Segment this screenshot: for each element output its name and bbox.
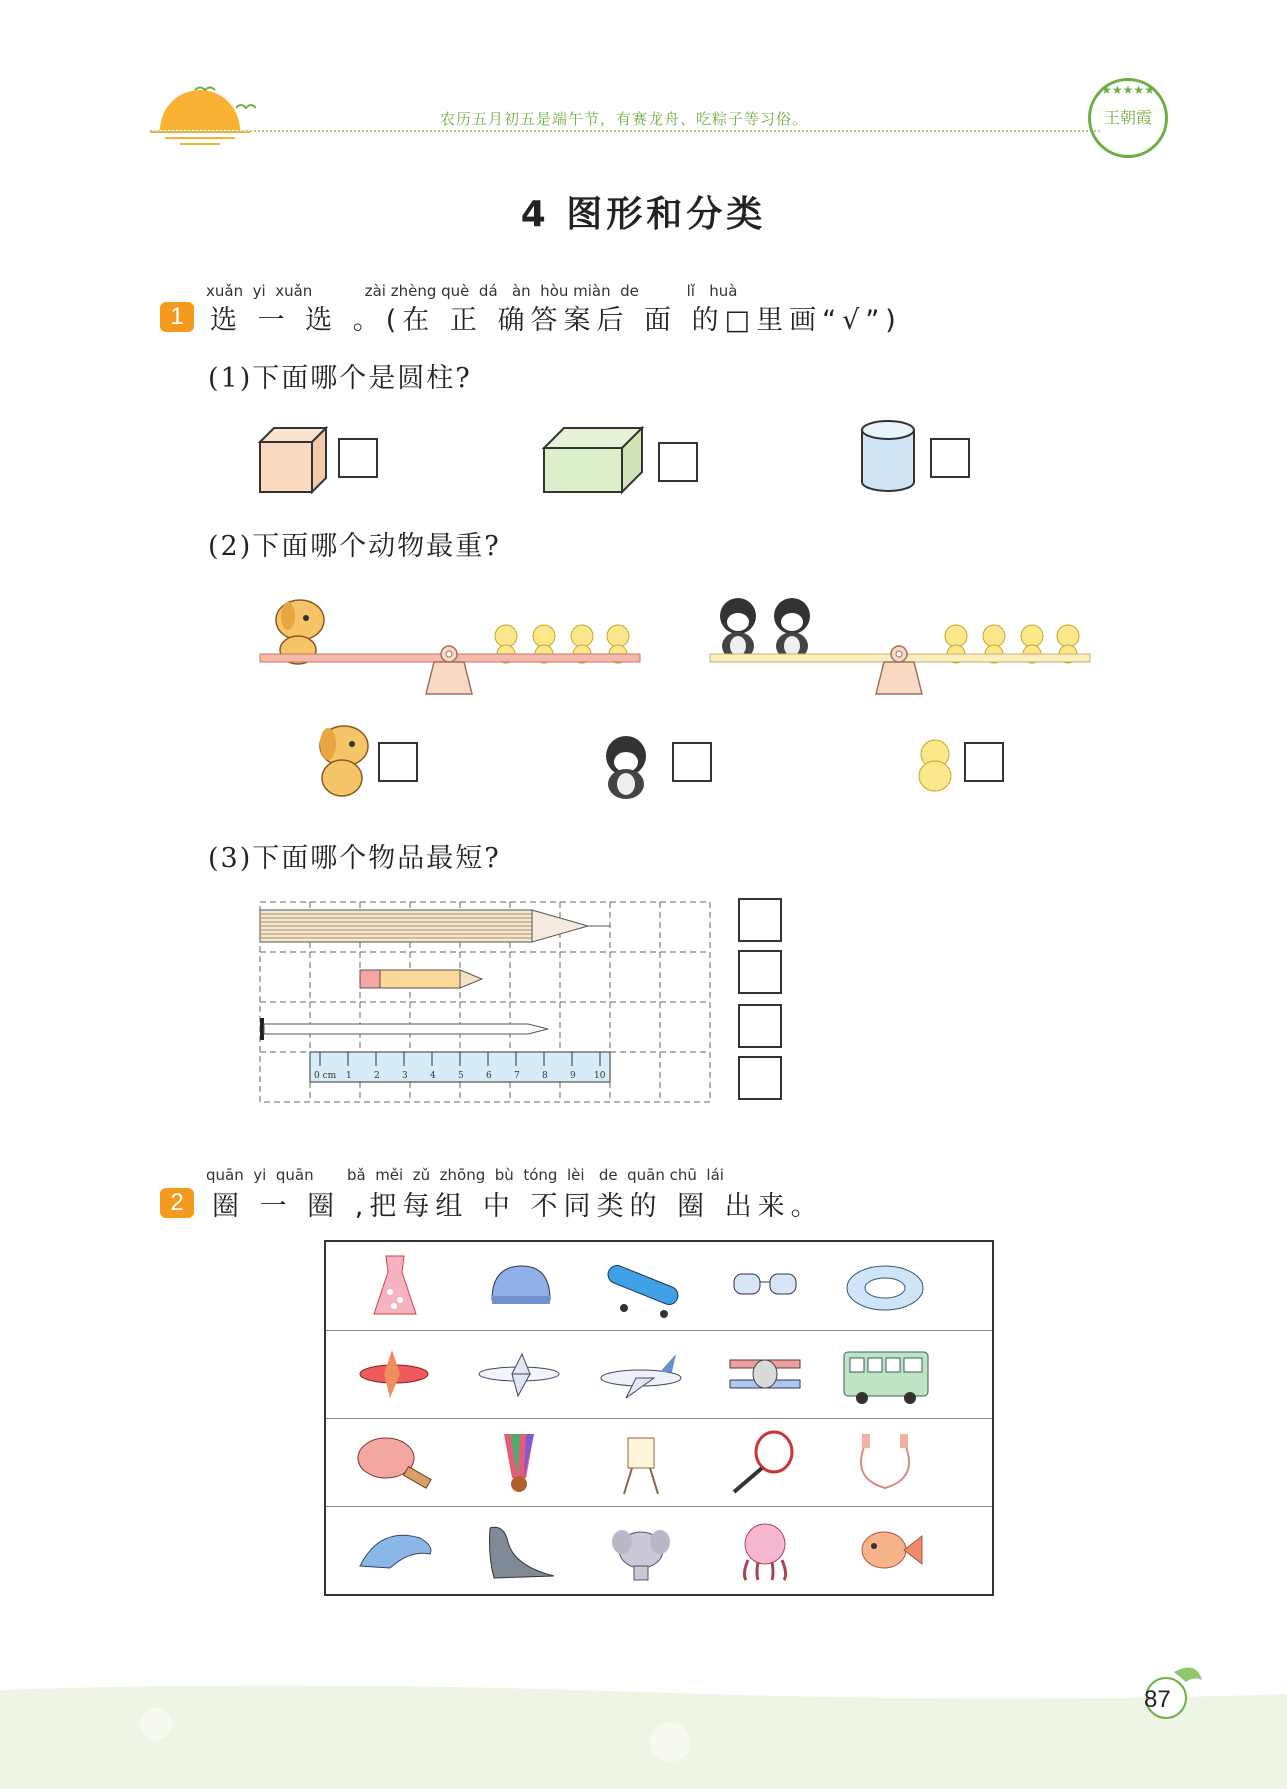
cube-answer-box[interactable]: [338, 438, 378, 478]
easel-icon[interactable]: [596, 1428, 686, 1496]
q1-sub2-question: (2)下面哪个动物最重?: [208, 531, 501, 562]
needle-icon: [260, 1018, 548, 1040]
tennis-racket-icon[interactable]: [720, 1428, 810, 1496]
ruler-tick-3: 3: [402, 1071, 408, 1081]
table-row: [326, 1506, 992, 1594]
sunset-icon: [150, 80, 250, 150]
seesaw-1-icon: [258, 582, 644, 696]
ruler-tick-8: 8: [542, 1071, 548, 1081]
ruler-tick-4: 4: [430, 1071, 436, 1081]
needle-answer-box[interactable]: [738, 1004, 782, 1048]
table-row: [326, 1242, 992, 1331]
dog-icon: [308, 722, 374, 800]
cat-icon: [592, 732, 660, 800]
q1-number-badge: 1: [160, 302, 194, 332]
ruler-answer-box[interactable]: [738, 1056, 782, 1100]
dress-icon[interactable]: [350, 1252, 440, 1320]
cylinder-icon: [860, 418, 916, 494]
chick-answer-box[interactable]: [964, 742, 1004, 782]
dolphin-icon[interactable]: [350, 1516, 440, 1584]
q2-number-badge: 2: [160, 1188, 194, 1218]
shuttlecock-icon[interactable]: [474, 1428, 564, 1496]
ping-pong-paddle-icon[interactable]: [350, 1428, 440, 1496]
ruler-icon: [310, 1052, 610, 1082]
table-row: [326, 1330, 992, 1419]
skateboard-icon[interactable]: [596, 1252, 686, 1320]
cuboid-answer-box[interactable]: [658, 442, 698, 482]
long-pencil-answer-box[interactable]: [738, 898, 782, 942]
ruler-tick-2: 2: [374, 1071, 380, 1081]
header-divider: [150, 130, 1100, 132]
q1-sub3-question: (3)下面哪个物品最短?: [208, 843, 501, 874]
q1-instruction: 选 一 选 。(在 正 确答案后 面 的□里画“√”): [210, 305, 902, 336]
ruler-tick-9: 9: [570, 1071, 576, 1081]
seesaw-2-icon: [708, 588, 1094, 696]
q1-pinyin: xuǎn yi xuǎn zài zhèng què dá àn hòu miàn de lǐ huà: [206, 282, 738, 300]
red-plane-icon[interactable]: [350, 1340, 440, 1408]
brand-logo-text: 王朝霞: [1103, 108, 1152, 127]
cuboid-icon: [542, 426, 646, 494]
bird-icon: [236, 100, 256, 114]
cube-icon: [258, 424, 330, 494]
ruler-tick-6: 6: [486, 1071, 492, 1081]
cat-answer-box[interactable]: [672, 742, 712, 782]
page-title: 4 图形和分类: [520, 194, 767, 235]
seal-icon[interactable]: [474, 1516, 564, 1584]
ruler-tick-7: 7: [514, 1071, 520, 1081]
fish-icon[interactable]: [840, 1516, 930, 1584]
page-number: 87: [1144, 1686, 1171, 1713]
footer-wave: [0, 1680, 1287, 1789]
jet-icon[interactable]: [596, 1340, 686, 1408]
ruler-tick-10: 10: [594, 1071, 606, 1081]
goggles-icon[interactable]: [720, 1252, 810, 1320]
q1-sub1-question: (1)下面哪个是圆柱?: [208, 363, 472, 394]
dog-answer-box[interactable]: [378, 742, 418, 782]
long-pencil-icon: [260, 910, 610, 942]
chick-icon: [914, 736, 956, 794]
swim-cap-icon[interactable]: [474, 1252, 564, 1320]
short-pencil-icon: [360, 970, 482, 988]
biplane-icon[interactable]: [720, 1340, 810, 1408]
airliner-icon[interactable]: [474, 1340, 564, 1408]
elephant-icon[interactable]: [596, 1516, 686, 1584]
bus-icon[interactable]: [840, 1340, 930, 1408]
octopus-icon[interactable]: [720, 1516, 810, 1584]
table-row: [326, 1418, 992, 1507]
brand-logo: [1088, 78, 1168, 158]
ruler-tick-5: 5: [458, 1071, 464, 1081]
short-pencil-answer-box[interactable]: [738, 950, 782, 994]
cylinder-answer-box[interactable]: [930, 438, 970, 478]
header-slogan: 农历五月初五是端午节，有赛龙舟、吃粽子等习俗。: [440, 110, 809, 128]
q2-pinyin: quān yi quān bǎ měi zǔ zhōng bù tóng lèi de quān chū lái: [206, 1166, 724, 1184]
picture-grid: [324, 1240, 994, 1596]
ruler-tick-1: 1: [346, 1071, 352, 1081]
q2-instruction: 圈 一 圈 ,把每组 中 不同类的 圈 出来。: [212, 1191, 824, 1222]
measurement-grid: [258, 900, 714, 1104]
swim-ring-icon[interactable]: [840, 1252, 930, 1320]
jump-rope-icon[interactable]: [840, 1428, 930, 1496]
ruler-tick-0: 0 cm: [314, 1071, 337, 1081]
stars-icon: ★★★★★: [1101, 83, 1155, 97]
